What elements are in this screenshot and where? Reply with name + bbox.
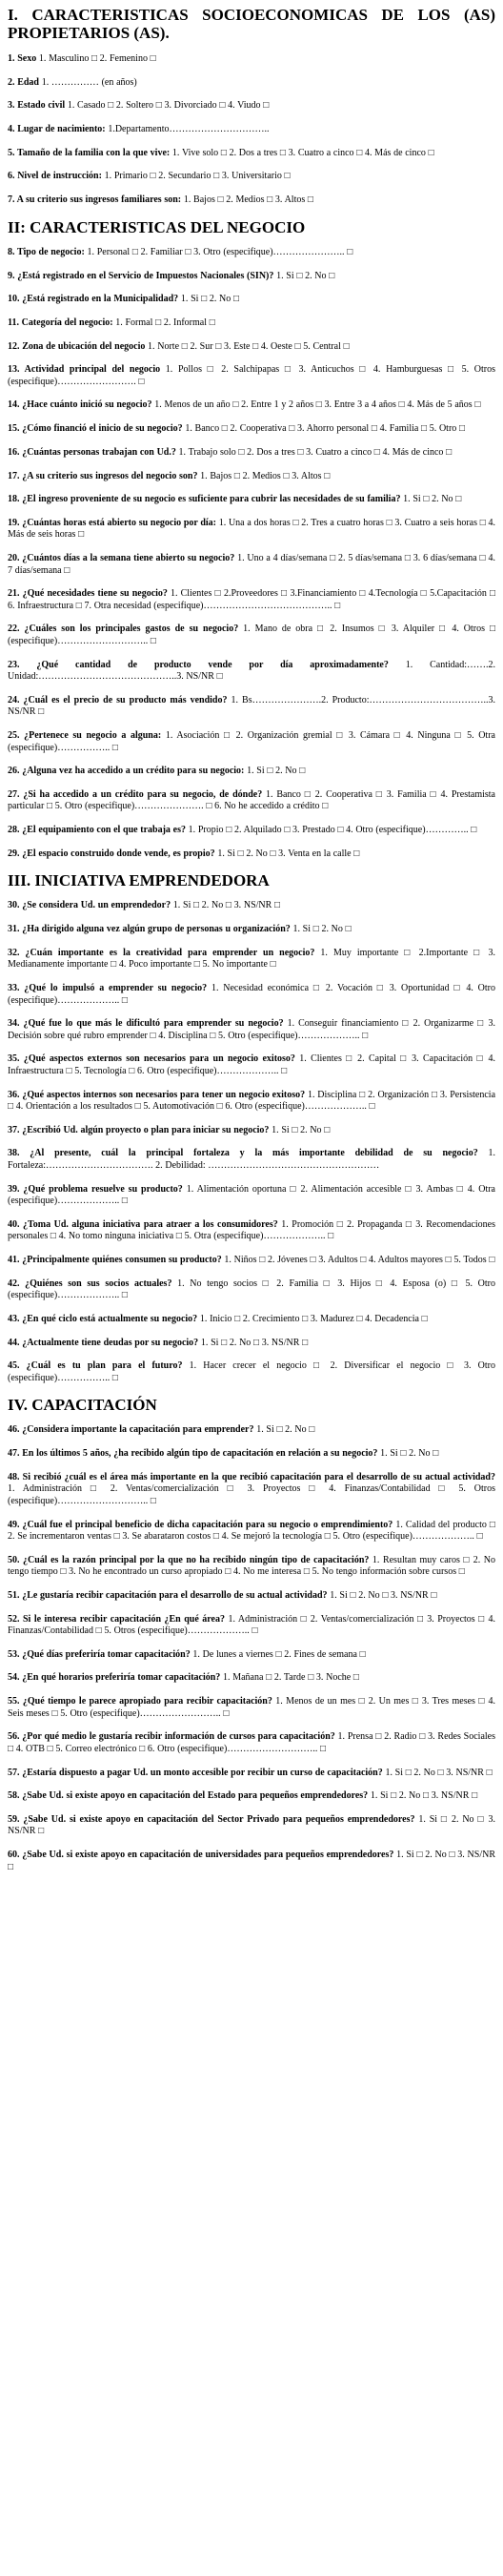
question-options: 1. Alimentación oportuna □ 2. Alimentación accesible □ 3. Ambas □ 4. Otra (especifique)……………….. □: [8, 1183, 495, 1207]
question-text: 33. ¿Qué lo impulsó a emprender su negocio?: [8, 983, 208, 993]
question-item: [8, 148, 495, 160]
question-text: 55. ¿Qué tiempo le parece apropiado para recibir capacitación?: [8, 1696, 272, 1707]
question-text: 17. ¿A su criterio sus ingresos del negocio son?: [8, 470, 198, 481]
section-title: III. INICIATIVA EMPRENDEDORA: [8, 871, 270, 890]
question-text: 23. ¿Qué cantidad de producto vende por día aproximadamente?: [8, 659, 389, 670]
question-options: 1. Si □ 2. No □: [400, 494, 462, 505]
question-text: 49. ¿Cuál fue el principal beneficio de dicha capacitación para su negocio o emprendimiento?: [8, 1519, 393, 1530]
question-text: 19. ¿Cuántas horas está abierto su negocio por día:: [8, 517, 217, 528]
question-options: 1. Hacer crecer el negocio □ 2. Diversificar el negocio □ 3. Otro (especifique)…………….. □: [8, 1360, 495, 1383]
question-item: [8, 53, 495, 66]
question-item: [8, 100, 495, 112]
question-options: 1. Menos de un año □ 2. Entre 1 y 2 años □ 3. Entre 3 a 4 años □ 4. Más de 5 años □: [151, 399, 481, 411]
question-item: [8, 1018, 495, 1042]
question-item: [8, 1850, 495, 1873]
question-item: [8, 1360, 495, 1384]
question-item: [8, 1731, 495, 1755]
question-text: 52. Si le interesa recibir capacitación ¿En qué área?: [8, 1613, 225, 1625]
question-item: [8, 588, 495, 612]
question-item: [8, 766, 495, 778]
question-text: 43. ¿En qué ciclo está actualmente su negocio?: [8, 1313, 198, 1324]
question-text: 10. ¿Está registrado en la Municipalidad?: [8, 294, 179, 305]
question-options: 1. Vive solo □ 2. Dos a tres □ 3. Cuatro a cinco □ 4. Más de cinco □: [170, 147, 434, 158]
question-text: 50. ¿Cuál es la razón principal por la que no ha recibido ningún tipo de capacitación?: [8, 1554, 370, 1565]
question-options: 1. Si □ 2. No □: [290, 924, 352, 935]
question-options: 1. Niños □ 2. Jóvenes □ 3. Adultos □ 4. Adultos mayores □ 5. Todos □: [221, 1255, 495, 1265]
question-options: 1. Formal □ 2. Informal □: [112, 317, 215, 328]
question-item: [8, 1255, 495, 1267]
question-options: 1. Disciplina □ 2. Organización □ 3. Persistencia □ 4. Orientación a los resultados □ 5. Automotivación □ 6. Otro (especifique)……………….. □: [8, 1089, 496, 1113]
question-item: [8, 948, 495, 971]
question-item: [8, 825, 495, 837]
question-item: [8, 848, 495, 861]
question-item: [8, 924, 495, 936]
question-text: 53. ¿Qué días preferiría tomar capacitación?: [8, 1648, 191, 1660]
question-options: 1. Si □ 2. No □ 3. NS/NR □: [382, 1767, 493, 1778]
question-item: [8, 730, 495, 754]
question-options: 1. Bajos □ 2. Medios □ 3. Altos □: [181, 194, 313, 206]
question-options: 1. Personal □ 2. Familiar □ 3. Otro (especifique)………………….. □: [84, 246, 353, 257]
question-options: 1. Resultan muy caros □ 2. No tengo tiempo □ 3. No he encontrado un curso apropiado □ 4. No me interesa □ 5. No tengo información sobre cursos □: [8, 1554, 495, 1578]
question-text: 5. Tamaño de la familia con la que vive:: [8, 147, 171, 158]
question-options: 1. Si □ 2. No □: [269, 1124, 331, 1135]
question-options: 1. Administración □ 2. Ventas/comercialización □ 3. Proyectos □ 4. Finanzas/Contabilidad □ 5. Otros (especifique)……………………….. □: [8, 1483, 495, 1506]
section-title: IV. CAPACITACIÓN: [8, 1396, 157, 1415]
question-text: 38. ¿Al presente, cuál la principal fortaleza y la más importante debilidad de su negocio?: [8, 1148, 478, 1159]
question-options: 1. Primario □ 2. Secundario □ 3. Universitario □: [101, 171, 291, 182]
question-text: 39. ¿Qué problema resuelve su producto?: [8, 1183, 183, 1195]
question-item: [8, 1148, 495, 1172]
question-item: [8, 124, 495, 136]
question-item: [8, 447, 495, 460]
question-item: [8, 341, 495, 354]
question-item: [8, 194, 495, 207]
question-item: [8, 1614, 495, 1638]
question-item: [8, 1472, 495, 1508]
question-options: 1. Cantidad:…….2. Unidad:……………………………………..3. NS/NR □: [8, 659, 495, 683]
question-options: 1. Banco □ 2. Cooperativa □ 3. Ahorro personal □ 4. Familia □ 5. Otro □: [182, 423, 466, 435]
question-item: [8, 789, 495, 813]
question-text: 6. Nivel de instrucción:: [8, 171, 102, 182]
question-item: [8, 624, 495, 647]
question-options: 1. Conseguir financiamiento □ 2. Organizarme □ 3. Decisión sobre qué rubro emprender □ 4. Disciplina □ 5. Otro (especifique)……………….. □: [8, 1018, 495, 1041]
question-item: [8, 1314, 495, 1326]
question-text: 9. ¿Está registrado en el Servicio de Impuestos Nacionales (SIN)?: [8, 270, 274, 281]
question-item: [8, 1649, 495, 1662]
question-text: 4. Lugar de nacimiento:: [8, 124, 106, 135]
question-options: 1. Bs………………….2. Producto:………………………………..3. NS/NR □: [8, 694, 495, 718]
question-text: 3. Estado civil: [8, 100, 66, 112]
question-text: 54. ¿En qué horarios preferiría tomar capacitación?: [8, 1672, 221, 1684]
section-title: II: CARACTERISTICAS DEL NEGOCIO: [8, 217, 306, 236]
question-text: 27. ¿Si ha accedido a un crédito para su negocio, de dónde?: [8, 788, 263, 800]
question-text: 26. ¿Alguna vez ha accedido a un crédito para su negocio:: [8, 766, 245, 777]
question-options: 1.Departamento…………………………..: [105, 124, 270, 135]
question-options: 1. Si □ 2. No □ 3. NS/NR □: [8, 1850, 495, 1872]
question-text: 34. ¿Qué fue lo que más le dificultó para emprender su negocio?: [8, 1018, 284, 1030]
question-options: 1. Promoción □ 2. Propaganda □ 3. Recomendaciones personales □ 4. No tomo ninguna iniciativa □ 5. Otra (especifique)……………….. □: [8, 1218, 495, 1242]
question-item: [8, 77, 495, 90]
question-options: 1. Menos de un mes □ 2. Un mes □ 3. Tres meses □ 4. Seis meses □ 5. Otro (especifique)…………………….. □: [8, 1696, 495, 1719]
question-options: 1. Si □ 2. No □ 3. NS/NR □: [171, 900, 281, 911]
question-options: 1. Casado □ 2. Soltero □ 3. Divorciado □ 4. Viudo □: [65, 100, 270, 112]
question-options: 1. Clientes □ 2.Proveedores □ 3.Financiamiento □ 4.Tecnología □ 5.Capacitación □ 6. Infraestructura □ 7. Otra necesidad (especifique)………………………………….. □: [8, 588, 495, 611]
question-item: [8, 1448, 495, 1461]
question-item: [8, 900, 495, 912]
question-item: [8, 1125, 495, 1137]
question-options: 1. Mano de obra □ 2. Insumos □ 3. Alquiler □ 4. Otros □ (especifique)……………………….. □: [8, 624, 495, 646]
question-options: 1. Fortaleza:……………………………. 2. Debilidad: ………………………………………………: [8, 1148, 495, 1171]
question-text: 57. ¿Estaría dispuesto a pagar Ud. un monto accesible por recibir un curso de capacitación?: [8, 1767, 383, 1778]
question-item: [8, 494, 495, 506]
question-item: [8, 271, 495, 283]
question-text: 7. A su criterio sus ingresos familiares son:: [8, 194, 182, 206]
question-text: 48. Si recibió ¿cuál es el área más importante en la que recibió capacitación para el desarrollo de su actual actividad?: [8, 1471, 495, 1482]
question-item: [8, 983, 495, 1007]
question-item: [8, 423, 495, 436]
question-text: 30. ¿Se considera Ud. un emprendedor?: [8, 900, 171, 911]
question-options: 1. Necesidad económica □ 2. Vocación □ 3. Oportunidad □ 4. Otro (especifique)……………….. □: [8, 983, 496, 1006]
question-options: 1. Si □ 2. No □: [178, 294, 240, 305]
question-item: [8, 695, 495, 719]
question-item: [8, 1278, 495, 1302]
question-item: [8, 1696, 495, 1720]
question-text: 37. ¿Escribió Ud. algún proyecto o plan para iniciar su negocio?: [8, 1124, 270, 1135]
question-text: 56. ¿Por qué medio le gustaría recibir información de cursos para capacitación?: [8, 1731, 335, 1743]
question-options: 1. Administración □ 2. Ventas/comercialización □ 3. Proyectos □ 4. Finanzas/Contabilidad □ 5. Otros (especifique)……………….. □: [8, 1613, 495, 1637]
question-text: 22. ¿Cuáles son los principales gastos de su negocio?: [8, 624, 239, 635]
question-item: [8, 553, 495, 577]
question-text: 46. ¿Considera importante la capacitación para emprender?: [8, 1424, 254, 1436]
question-options: 1. Bajos □ 2. Medios □ 3. Altos □: [197, 470, 331, 481]
question-item: [8, 1184, 495, 1208]
question-options: 1. Pollos □ 2. Salchipapas □ 3. Anticuchos □ 4. Hamburguesas □ 5. Otros (especifique)……………………. □: [8, 364, 496, 387]
question-options: 1. Si □ 2. No □ 3. NS/NR □: [8, 1813, 495, 1837]
question-text: 44. ¿Actualmente tiene deudas por su negocio?: [8, 1337, 199, 1348]
question-text: 47. En los últimos 5 años, ¿ha recibido algún tipo de capacitación en relación a su negocio?: [8, 1448, 378, 1460]
question-options: 1. Si □ 2. No □ 3. Venta en la calle □: [214, 848, 360, 859]
questionnaire-document: [8, 0, 495, 1873]
question-options: 1. Si □ 2. No □ 3. NS/NR □: [368, 1790, 478, 1802]
question-options: 1. Prensa □ 2. Radio □ 3. Redes Sociales □ 4. OTB □ 5. Correo electrónico □ 6. Otro (especifique)……………………….. □: [8, 1731, 495, 1754]
question-options: 1. Si □ 2. No □: [377, 1448, 439, 1460]
question-text: 32. ¿Cuán importante es la creatividad para emprender un negocio?: [8, 947, 315, 958]
question-options: 1. Si □ 2. No □ 3. NS/NR □: [198, 1337, 309, 1348]
question-options: 1. Clientes □ 2. Capital □ 3. Capacitación □ 4. Infraestructura □ 5. Tecnología □ 6. Otro (especifique)……………….. □: [8, 1053, 495, 1076]
question-item: [8, 1814, 495, 1838]
question-item: [8, 1768, 495, 1780]
question-options: 1. Asociación □ 2. Organización gremial □ 3. Cámara □ 4. Ninguna □ 5. Otra (especifique)…………….. □: [8, 730, 495, 753]
question-text: 16. ¿Cuántas personas trabajan con Ud.?: [8, 446, 176, 458]
question-text: 58. ¿Sabe Ud. si existe apoyo en capacitación del Estado para pequeños emprendedores?: [8, 1790, 369, 1802]
question-options: 1. Propio □ 2. Alquilado □ 3. Prestado □ 4. Otro (especifique)………….. □: [185, 825, 477, 836]
question-text: 25. ¿Pertenece su negocio a alguna:: [8, 730, 162, 741]
question-text: 15. ¿Cómo financió el inicio de su negocio?: [8, 423, 183, 435]
question-item: [8, 1090, 495, 1114]
question-options: 1. Banco □ 2. Cooperativa □ 3. Familia □ 4. Prestamista particular □ 5. Otro (especifique)…………………. □ 6. No he accedido a crédito □: [8, 788, 495, 812]
question-text: 36. ¿Qué aspectos internos son necesarios para tener un negocio exitoso?: [8, 1089, 306, 1100]
question-text: 12. Zona de ubicación del negocio: [8, 340, 146, 352]
question-item: [8, 171, 495, 183]
question-options: 1. Trabajo solo □ 2. Dos a tres □ 3. Cuatro a cinco □ 4. Más de cinco □: [175, 446, 453, 458]
question-options: 1. No tengo socios □ 2. Familia □ 3. Hijos □ 4. Esposa (o) □ 5. Otro (especifique)……………….. □: [8, 1278, 495, 1301]
question-options: 1. Inicio □ 2. Crecimiento □ 3. Madurez □ 4. Decadencia □: [197, 1313, 428, 1324]
question-item: [8, 471, 495, 483]
question-item: [8, 1672, 495, 1685]
question-text: 42. ¿Quiénes son sus socios actuales?: [8, 1278, 172, 1289]
question-text: 13. Actividad principal del negocio: [8, 364, 161, 376]
question-text: 20. ¿Cuántos días a la semana tiene abierto su negocio?: [8, 553, 235, 564]
question-text: 59. ¿Sabe Ud. si existe apoyo en capacitación del Sector Privado para pequeños emprendedores?: [8, 1813, 415, 1825]
question-options: 1. Uno a 4 días/semana □ 2. 5 días/semana □ 3. 6 días/semana □ 4. 7 días/semana □: [8, 553, 495, 576]
question-item: [8, 1590, 495, 1603]
question-item: [8, 317, 495, 330]
question-item: [8, 1053, 495, 1077]
question-item: [8, 364, 495, 388]
question-text: 11. Categoría del negocio:: [8, 317, 113, 328]
question-text: 18. ¿El ingreso proveniente de su negocio es suficiente para cubrir las necesidades de su familia?: [8, 494, 401, 505]
section-title: I. CARACTERISTICAS SOCIOECONOMICAS DE LOS (AS) PROPIETARIOS (AS).: [8, 6, 495, 42]
question-options: 1. Norte □ 2. Sur □ 3. Este □ 4. Oeste □ 5. Central □: [145, 340, 350, 352]
question-text: 28. ¿El equipamiento con el que trabaja es?: [8, 825, 186, 836]
question-options: 1. Mañana □ 2. Tarde □ 3. Noche □: [220, 1672, 359, 1684]
question-item: [8, 1520, 495, 1544]
question-item: [8, 518, 495, 542]
question-item: [8, 1424, 495, 1437]
question-item: [8, 1790, 495, 1803]
question-options: 1. Muy importante □ 2.Importante □ 3. Medianamente importante □ 4. Poco importante □ 5. No importante □: [8, 947, 495, 971]
question-item: [8, 1219, 495, 1243]
question-text: 41. ¿Principalmente quiénes consumen su producto?: [8, 1255, 222, 1265]
question-options: 1. Calidad del producto □ 2. Se incrementaron ventas □ 3. Se abarataron costos □ 4. Se mejoró la tecnología □ 5. Otro (especifique)……………….. □: [8, 1519, 495, 1542]
question-options: 1. Si □ 2. No □: [273, 270, 335, 281]
question-item: [8, 399, 495, 412]
question-options: 1. …………… (en años): [39, 76, 137, 88]
question-item: [8, 1555, 495, 1579]
question-text: 8. Tipo de negocio:: [8, 246, 85, 257]
question-text: 29. ¿El espacio construido donde vende, es propio?: [8, 848, 215, 859]
question-options: 1. Si □ 2. No □: [253, 1424, 315, 1436]
question-item: [8, 660, 495, 684]
question-text: 51. ¿Le gustaría recibir capacitación para el desarrollo de su actual actividad?: [8, 1589, 328, 1601]
question-options: 1. Si □ 2. No □: [244, 766, 306, 777]
question-options: 1. Una a dos horas □ 2. Tres a cuatro horas □ 3. Cuatro a seis horas □ 4. Más de seis horas □: [8, 517, 495, 541]
question-text: 35. ¿Qué aspectos externos son necesarios para un negocio exitoso?: [8, 1053, 295, 1065]
question-options: 1. Si □ 2. No □ 3. NS/NR □: [327, 1589, 437, 1601]
question-text: 31. ¿Ha dirigido alguna vez algún grupo de personas u organización?: [8, 924, 291, 935]
question-text: 45. ¿Cuál es tu plan para el futuro?: [8, 1360, 183, 1372]
question-text: 14. ¿Hace cuánto inició su negocio?: [8, 399, 152, 411]
question-text: 60. ¿Sabe Ud. si existe apoyo en capacitación de universidades para pequeños emprendedores?: [8, 1850, 394, 1861]
question-text: 40. ¿Toma Ud. alguna iniciativa para atraer a los consumidores?: [8, 1218, 278, 1230]
question-text: 24. ¿Cuál es el precio de su producto más vendido?: [8, 694, 228, 705]
question-options: 1. Masculino □ 2. Femenino □: [36, 53, 156, 64]
question-text: 2. Edad: [8, 76, 39, 88]
question-text: 1. Sexo: [8, 53, 37, 64]
question-options: 1. De lunes a viernes □ 2. Fines de semana □: [190, 1648, 366, 1660]
question-item: [8, 294, 495, 306]
question-item: [8, 1338, 495, 1350]
question-text: 21. ¿Qué necesidades tiene su negocio?: [8, 588, 168, 600]
question-item: [8, 247, 495, 259]
